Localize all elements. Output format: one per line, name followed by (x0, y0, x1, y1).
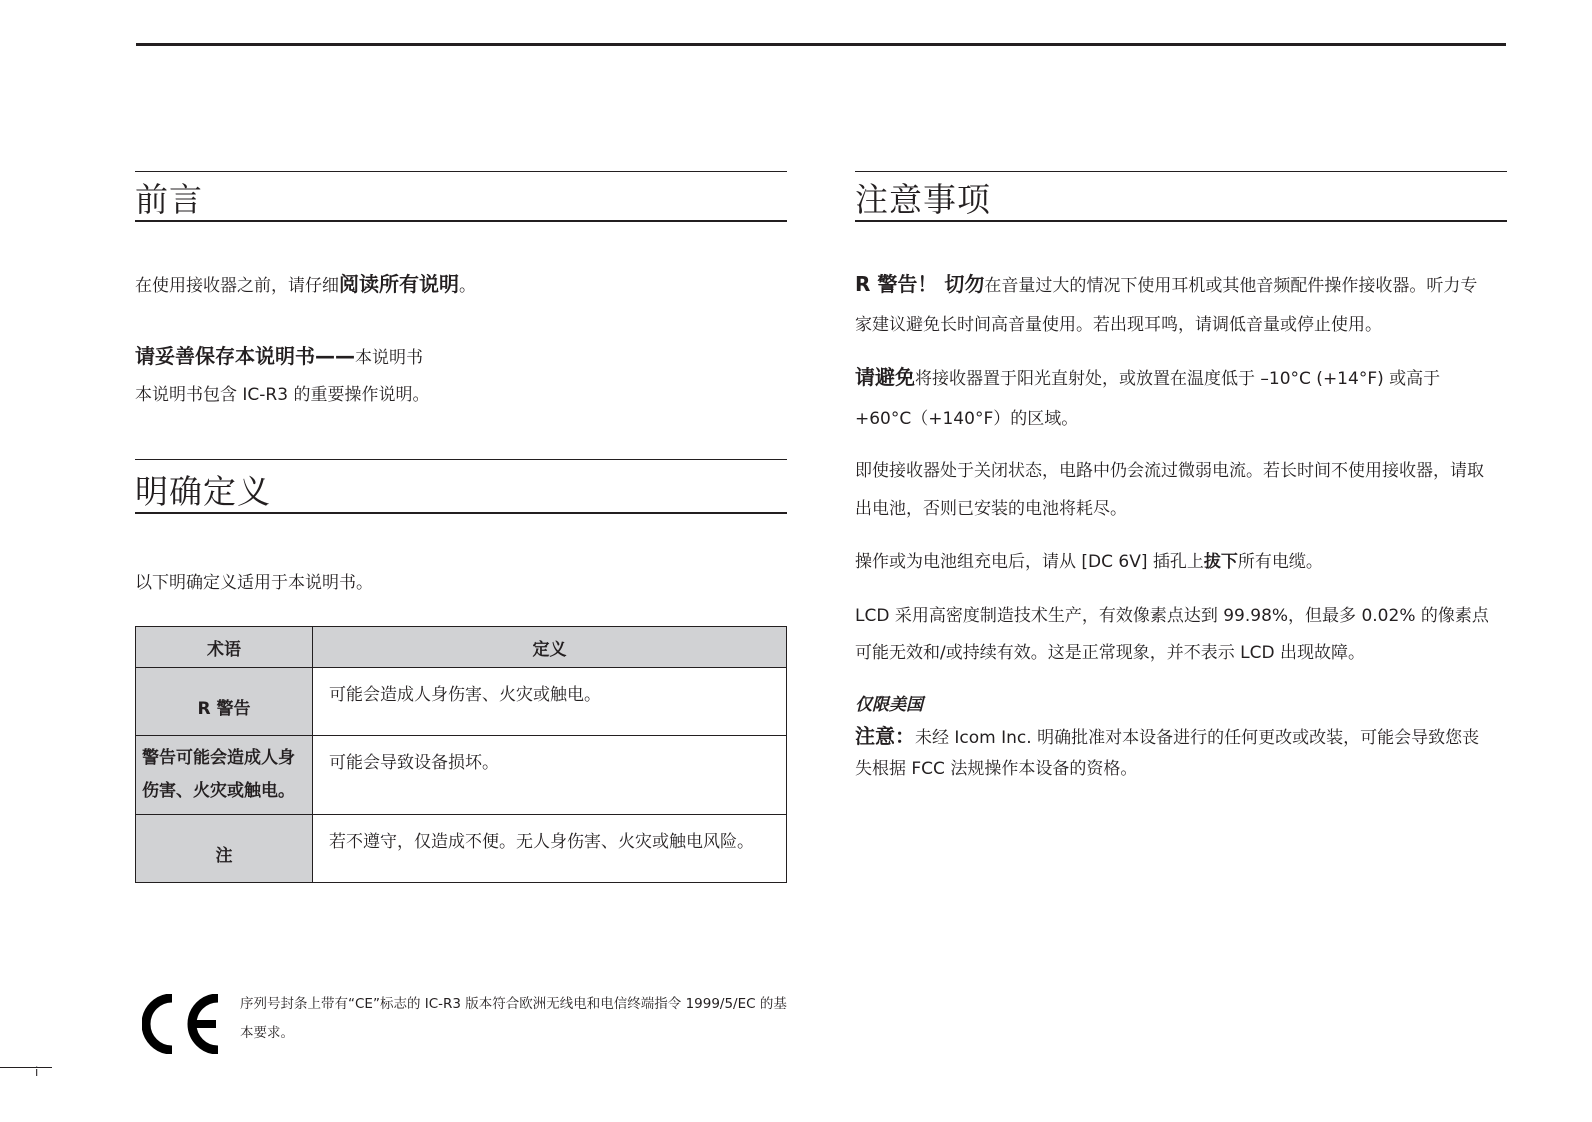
definitions-intro: 以下明确定义适用于本说明书。 (135, 573, 373, 593)
keep-manual-bold: 请妥善保存本说明书 (135, 344, 315, 368)
lcd-paragraph-line2: 可能无效和/或持续有效。这是正常现象，并不表示 LCD 出现故障。 (855, 643, 1365, 663)
unplug-paragraph (855, 552, 1323, 572)
precautions-title: 注意事项 (855, 180, 991, 219)
keep-manual-rest: 本说明书 (355, 348, 423, 368)
avoid-paragraph-line2: +60°C（+140°F）的区域。 (855, 409, 1079, 429)
table-row (136, 736, 787, 815)
usa-only-label: 仅限美国 (855, 695, 923, 715)
caution-paragraph-line1 (855, 726, 1479, 748)
preface-title: 前言 (135, 180, 203, 219)
definitions-table (135, 626, 787, 883)
ce-logo-text: CE (142, 994, 144, 995)
precautions-heading (855, 171, 1507, 222)
page-marker-rule (0, 1067, 52, 1068)
table-term: R 警告 (136, 668, 313, 736)
preface-heading (135, 171, 787, 222)
keep-manual-line (135, 346, 423, 368)
preface-intro-bold: 阅读所有说明 (339, 272, 459, 296)
caution-paragraph-line2: 失根据 FCC 法规操作本设备的资格。 (855, 759, 1138, 779)
keep-manual-dash: —— (315, 344, 355, 368)
warning-paragraph-line2: 家建议避免长时间高音量使用。若出现耳鸣，请调低音量或停止使用。 (855, 315, 1382, 335)
preface-intro-end: 。 (459, 276, 476, 296)
definitions-heading (135, 459, 787, 514)
definitions-title: 明确定义 (135, 472, 271, 511)
table-header-row (136, 627, 787, 668)
top-rule (136, 43, 1506, 46)
preface-intro (135, 274, 476, 296)
caution-text: 未经 Icom Inc. 明确批准对本设备进行的任何更改或改装，可能会导致您丧 (915, 728, 1480, 748)
lcd-paragraph-line1: LCD 采用高密度制造技术生产，有效像素点达到 99.98%，但最多 0.02% 的像素点 (855, 606, 1489, 626)
manual-contains: 本说明书包含 IC-R3 的重要操作说明。 (135, 385, 430, 405)
term-header: 术语 (136, 627, 313, 668)
table-definition: 可能会造成人身伤害、火灾或触电。 (313, 668, 787, 736)
table-term: 警告可能会造成人身伤害、火灾或触电。 (136, 736, 313, 815)
caution-bold: 注意： (855, 724, 915, 748)
warning-bold: R 警告！ 切勿 (855, 272, 985, 296)
avoid-bold: 请避免 (855, 365, 915, 389)
warning-text: 在音量过大的情况下使用耳机或其他音频配件操作接收器。听力专 (984, 276, 1478, 296)
table-definition: 可能会导致设备损坏。 (313, 736, 787, 815)
battery-paragraph-line2: 出电池，否则已安装的电池将耗尽。 (855, 499, 1127, 519)
unplug-text-pre: 操作或为电池组充电后，请从 [DC 6V] 插孔上 (855, 552, 1204, 572)
table-definition: 若不遵守，仅造成不便。无人身伤害、火灾或触电风险。 (313, 815, 787, 883)
warning-paragraph-line1 (855, 274, 1477, 296)
battery-paragraph-line1: 即使接收器处于关闭状态，电路中仍会流过微弱电流。若长时间不使用接收器，请取 (855, 461, 1484, 481)
table-term: 注 (136, 815, 313, 883)
ce-mark-logo (142, 994, 224, 1054)
avoid-paragraph-line1 (855, 367, 1440, 389)
page-number: i (35, 1065, 39, 1079)
ce-notice: 序列号封条上带有“CE”标志的 IC-R3 版本符合欧洲无线电和电信终端指令 1999/5/EC 的基本要求。 (240, 996, 787, 1041)
definition-header: 定义 (313, 627, 787, 668)
table-row (136, 815, 787, 883)
preface-intro-text: 在使用接收器之前，请仔细 (135, 276, 339, 296)
avoid-text: 将接收器置于阳光直射处，或放置在温度低于 –10°C (+14°F) 或高于 (915, 369, 1441, 389)
table-row (136, 668, 787, 736)
unplug-bold: 拔下 (1203, 552, 1238, 572)
unplug-text-post: 所有电缆。 (1237, 552, 1323, 572)
